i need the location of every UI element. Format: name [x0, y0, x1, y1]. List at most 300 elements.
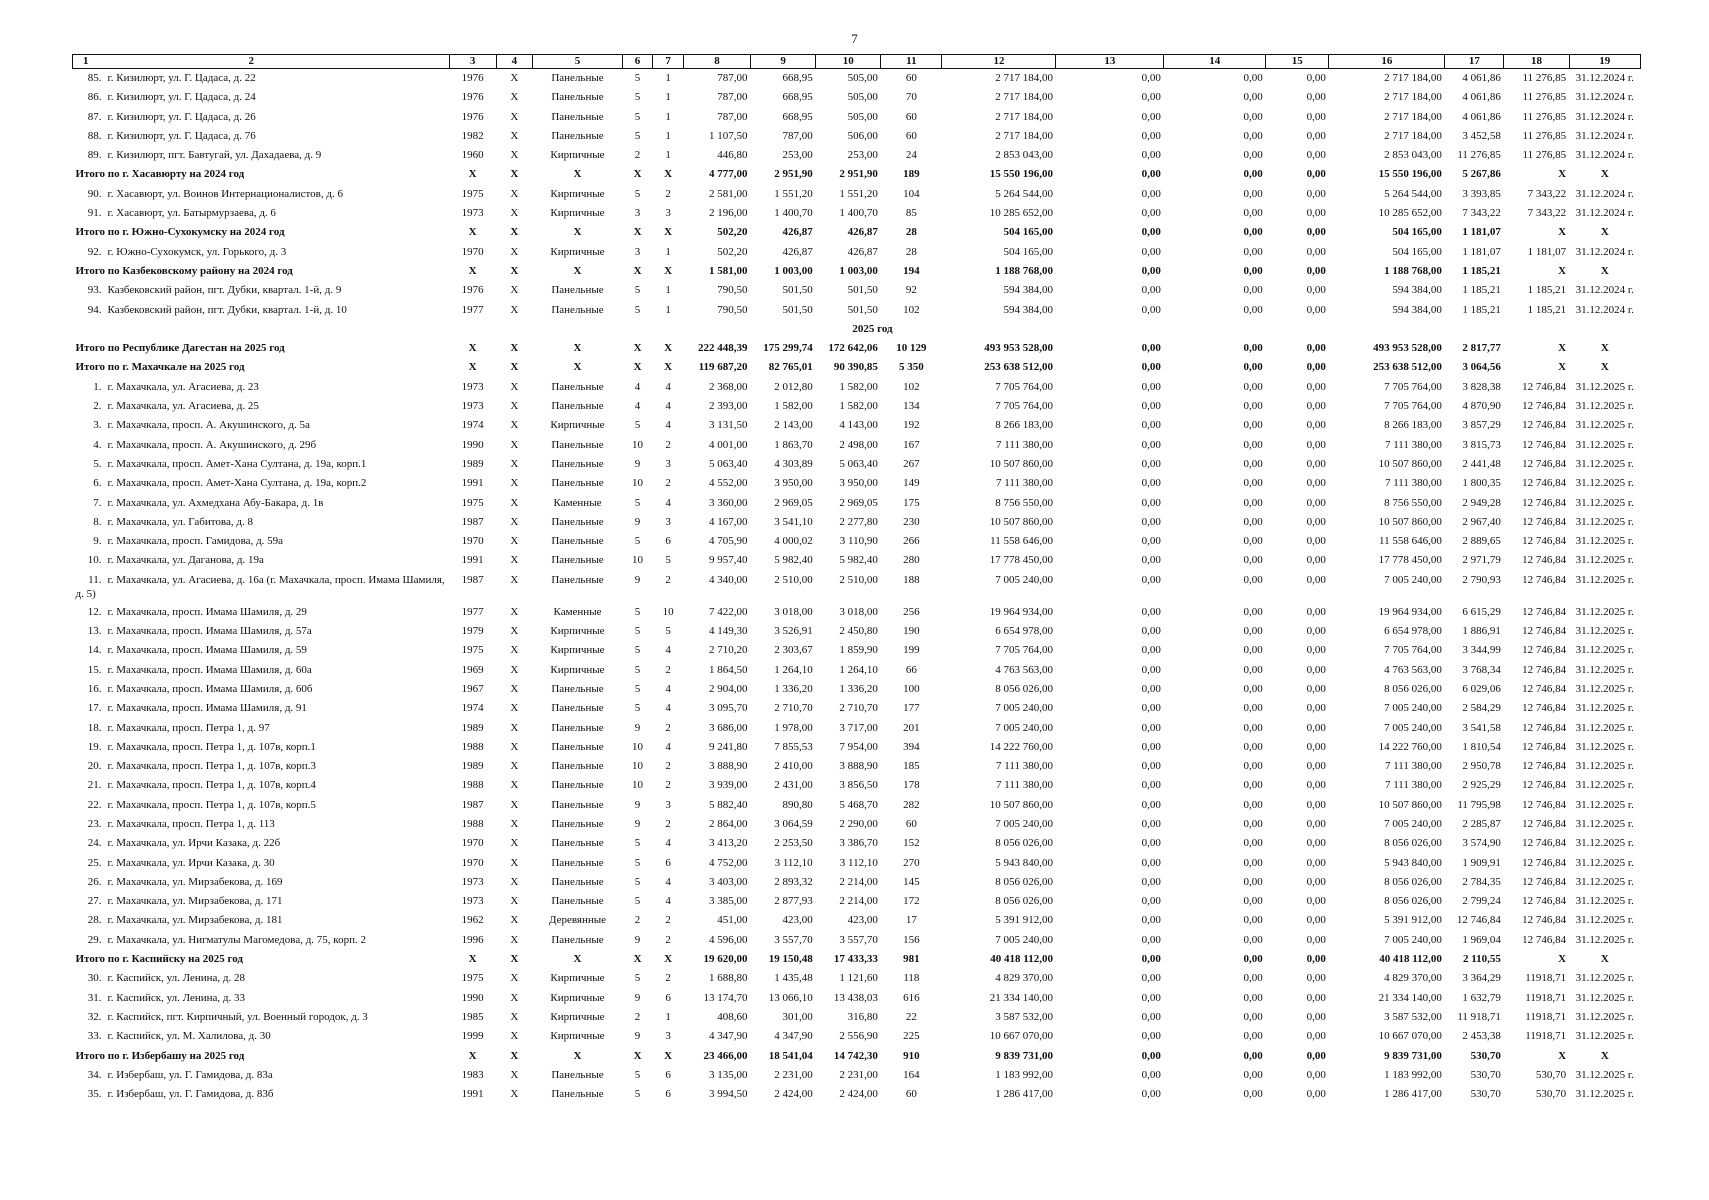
table-cell: 790,50: [717, 303, 748, 316]
table-cell: 7 422,00: [709, 605, 748, 618]
address-cell: [73, 127, 450, 146]
row-number: 24.: [87, 837, 102, 850]
address-text: г. Махачкала, ул. Габитова, д. 8: [107, 515, 253, 528]
address-text: г. Махачкала, просп. А. Акушинского, д. 5а: [107, 419, 310, 432]
table-row: [73, 854, 1641, 873]
year-divider-row: [73, 320, 1641, 339]
table-cell: Панельные: [551, 856, 604, 869]
table-cell: 4 167,00: [709, 515, 748, 528]
table-cell: 2 441,48: [1462, 457, 1501, 470]
table-cell: 9: [634, 798, 641, 811]
table-cell: 60: [905, 72, 917, 84]
table-cell: 267: [903, 457, 920, 470]
table-cell: 0,00: [1306, 991, 1326, 1004]
row-number: 31.: [87, 991, 102, 1004]
table-cell: 12 746,84: [1522, 663, 1567, 676]
table-cell: 0,00: [1243, 644, 1263, 657]
address-cell: [73, 603, 450, 622]
table-cell: Х: [510, 226, 519, 239]
table-cell: 0,00: [1243, 535, 1263, 548]
table-row: [73, 69, 1641, 89]
table-cell: 1975: [461, 496, 484, 509]
table-cell: 2 969,05: [774, 496, 813, 509]
table-cell: Х: [664, 168, 673, 181]
address-cell: [73, 513, 450, 532]
table-cell: 7 005 240,00: [995, 817, 1053, 830]
table-cell: 0,00: [1141, 663, 1161, 676]
table-cell: 504 165,00: [1003, 226, 1053, 239]
address-cell: [73, 699, 450, 718]
table-cell: 394: [903, 740, 920, 753]
table-cell: 149: [903, 477, 920, 490]
table-cell: 31.12.2025 г.: [1575, 535, 1634, 548]
address-cell: [73, 873, 450, 892]
table-row: [73, 494, 1641, 513]
table-cell: 6: [665, 856, 671, 869]
table-cell: 0,00: [1141, 1030, 1161, 1043]
table-cell: 0,00: [1243, 168, 1263, 181]
table-cell: Х: [1600, 1049, 1609, 1062]
table-cell: Х: [573, 953, 582, 966]
table-cell: 0,00: [1243, 573, 1263, 586]
table-cell: 9 839 731,00: [995, 1049, 1053, 1062]
table-cell: 1 800,35: [1462, 477, 1501, 490]
table-cell: 3 768,34: [1462, 663, 1501, 676]
table-cell: 0,00: [1306, 895, 1326, 908]
table-cell: 0,00: [1141, 817, 1161, 830]
table-cell: Х: [510, 933, 519, 946]
table-cell: 3 064,59: [774, 817, 813, 830]
address-cell: [73, 436, 450, 455]
table-cell: Каменные: [553, 605, 602, 618]
table-cell: 0,00: [1243, 895, 1263, 908]
table-cell: 4: [665, 682, 671, 695]
table-cell: Х: [1558, 168, 1567, 181]
table-cell: 2 817,77: [1462, 342, 1501, 355]
table-cell: 5 264 544,00: [1384, 187, 1442, 200]
table-cell: Х: [510, 91, 519, 104]
table-cell: 446,80: [717, 149, 748, 162]
table-cell: 0,00: [1243, 1030, 1263, 1043]
table-row: [73, 88, 1641, 107]
table-cell: 0,00: [1141, 361, 1161, 374]
table-cell: Х: [468, 1049, 477, 1062]
subtotal-row: [73, 358, 1641, 377]
address-cell: [73, 719, 450, 738]
table-cell: 2 893,32: [774, 875, 813, 888]
table-cell: 177: [903, 702, 920, 715]
table-cell: 1973: [461, 895, 484, 908]
address-cell: [73, 776, 450, 795]
table-cell: 2: [665, 663, 671, 676]
table-cell: 7 705 764,00: [995, 644, 1053, 657]
table-cell: 12 746,84: [1522, 779, 1567, 792]
table-cell: 0,00: [1243, 515, 1263, 528]
table-cell: 408,60: [717, 1010, 748, 1023]
address-cell: [73, 950, 450, 969]
address-cell: [73, 641, 450, 660]
table-cell: 31.12.2025 г.: [1575, 991, 1634, 1004]
table-cell: 10 285 652,00: [989, 207, 1053, 220]
table-cell: 11 276,85: [1522, 91, 1567, 104]
table-row: [73, 301, 1641, 320]
table-cell: 4 763 563,00: [995, 663, 1053, 676]
table-cell: 60: [905, 1088, 917, 1101]
table-cell: 31.12.2025 г.: [1575, 760, 1634, 773]
table-cell: 3: [665, 798, 671, 811]
table-cell: 1 185,21: [1462, 303, 1501, 316]
table-cell: Кирпичные: [550, 419, 605, 432]
table-cell: 12 746,84: [1522, 438, 1567, 451]
table-cell: 0,00: [1243, 817, 1263, 830]
table-cell: 4 870,90: [1462, 400, 1501, 413]
table-cell: 12 746,84: [1522, 856, 1567, 869]
table-cell: 4 777,00: [709, 168, 748, 181]
table-cell: 0,00: [1243, 1088, 1263, 1101]
row-number: 21.: [87, 779, 102, 792]
table-cell: 1 810,54: [1462, 740, 1501, 753]
table-cell: 0,00: [1243, 400, 1263, 413]
address-cell: [73, 88, 450, 107]
table-cell: 280: [903, 554, 920, 567]
table-cell: 787,00: [782, 129, 813, 142]
table-cell: Панельные: [551, 284, 604, 297]
table-cell: 31.12.2025 г.: [1575, 914, 1634, 927]
table-cell: Х: [1600, 168, 1609, 181]
address-text: г. Махачкала, просп. Петра 1, д. 107в, корп.3: [107, 760, 316, 773]
table-cell: 0,00: [1243, 554, 1263, 567]
table-cell: Х: [510, 856, 519, 869]
table-cell: 1 264,10: [839, 663, 878, 676]
table-cell: 2 717 184,00: [1384, 91, 1442, 104]
table-row: [73, 108, 1641, 127]
address-text: г. Махачкала, просп. Петра 1, д. 107в, корп.4: [107, 779, 316, 792]
table-cell: 253,00: [782, 149, 813, 162]
table-cell: 31.12.2025 г.: [1575, 817, 1634, 830]
table-cell: Х: [1558, 342, 1567, 355]
address-text: г. Махачкала, ул. Ахмедхана Абу-Бакара, д. 1в: [107, 496, 324, 509]
table-cell: Каменные: [553, 496, 602, 509]
row-number: 8.: [93, 515, 102, 528]
table-cell: 0,00: [1141, 477, 1161, 490]
table-cell: 1 336,20: [839, 682, 878, 695]
table-cell: 5: [634, 284, 641, 297]
table-cell: 31.12.2025 г.: [1575, 625, 1634, 638]
table-cell: 7 705 764,00: [995, 400, 1053, 413]
table-cell: Х: [510, 972, 519, 985]
table-cell: 1 185,21: [1462, 284, 1501, 297]
table-cell: 31.12.2025 г.: [1575, 380, 1634, 393]
table-cell: Х: [510, 817, 519, 830]
table-cell: 0,00: [1243, 149, 1263, 162]
table-cell: 82 765,01: [768, 361, 813, 374]
table-cell: 15 550 196,00: [1378, 168, 1442, 181]
table-cell: 4 752,00: [709, 856, 748, 869]
table-cell: 1 400,70: [774, 207, 813, 220]
table-cell: 530,70: [1470, 1049, 1501, 1062]
table-cell: 5: [634, 663, 641, 676]
table-cell: Кирпичные: [550, 991, 605, 1004]
table-cell: 423,00: [847, 914, 878, 927]
table-cell: 17 778 450,00: [989, 554, 1053, 567]
address-cell: [73, 969, 450, 988]
table-cell: 0,00: [1306, 625, 1326, 638]
table-cell: 787,00: [717, 72, 748, 84]
table-cell: 3 135,00: [709, 1068, 748, 1081]
table-cell: 31.12.2025 г.: [1575, 1088, 1634, 1101]
table-cell: 501,50: [847, 284, 878, 297]
table-cell: 3: [634, 245, 641, 258]
table-cell: 1 909,91: [1462, 856, 1501, 869]
table-cell: 4 829 370,00: [1384, 972, 1442, 985]
table-row: [73, 622, 1641, 641]
table-cell: 11918,71: [1525, 1010, 1567, 1023]
table-cell: 0,00: [1306, 419, 1326, 432]
table-cell: 152: [903, 837, 920, 850]
table-cell: 11918,71: [1525, 972, 1567, 985]
table-cell: 5: [665, 554, 671, 567]
table-cell: 1991: [461, 1088, 484, 1101]
table-cell: 3 557,70: [774, 933, 813, 946]
table-cell: 31.12.2025 г.: [1575, 554, 1634, 567]
table-cell: 2 253,50: [774, 837, 813, 850]
table-cell: 2 196,00: [709, 207, 748, 220]
table-cell: 7 005 240,00: [995, 721, 1053, 734]
table-cell: 1974: [461, 702, 484, 715]
address-cell: [73, 931, 450, 950]
table-cell: 4: [634, 380, 641, 393]
table-cell: 5: [634, 91, 641, 104]
table-cell: 2 424,00: [839, 1088, 878, 1101]
table-cell: 1990: [461, 991, 484, 1004]
table-cell: Х: [633, 226, 642, 239]
table-cell: 1 264,10: [774, 663, 813, 676]
table-cell: 668,95: [782, 72, 813, 84]
table-cell: 0,00: [1141, 895, 1161, 908]
table-row: [73, 911, 1641, 930]
table-cell: 2 710,70: [839, 702, 878, 715]
table-row: [73, 969, 1641, 988]
table-cell: Панельные: [551, 682, 604, 695]
table-cell: 3 950,00: [839, 477, 878, 490]
table-cell: Х: [510, 644, 519, 657]
table-cell: 12 746,84: [1522, 496, 1567, 509]
table-cell: 192: [903, 419, 920, 432]
table-cell: Х: [633, 264, 642, 277]
table-cell: 1970: [461, 837, 484, 850]
table-cell: 594 384,00: [1003, 303, 1053, 316]
table-cell: 9 241,80: [709, 740, 748, 753]
table-cell: 5: [634, 303, 641, 316]
table-cell: 5: [634, 110, 641, 123]
col-header: 13: [1056, 55, 1164, 69]
address-text: г. Махачкала, просп. Петра 1, д. 97: [107, 721, 270, 734]
table-cell: 5: [634, 419, 641, 432]
table-cell: 119 687,20: [698, 361, 748, 374]
table-cell: Панельные: [551, 477, 604, 490]
address-cell: [73, 474, 450, 493]
table-row: [73, 873, 1641, 892]
table-cell: 0,00: [1306, 129, 1326, 142]
table-cell: 426,87: [847, 245, 878, 258]
table-cell: 10 507 860,00: [1378, 457, 1442, 470]
address-text: г. Махачкала, ул. Агасиева, д. 16а (г. Махачкала, просп. Имама Шамиля, д. 5): [75, 573, 445, 600]
subtotal-row: [73, 223, 1641, 242]
table-cell: 7 705 764,00: [1384, 644, 1442, 657]
table-cell: Панельные: [551, 933, 604, 946]
table-cell: Х: [510, 1010, 519, 1023]
table-cell: 3 541,10: [774, 515, 813, 528]
table-cell: 1 286 417,00: [995, 1088, 1053, 1101]
table-cell: 10: [632, 554, 644, 567]
table-cell: Х: [510, 837, 519, 850]
table-cell: 167: [903, 438, 920, 451]
table-cell: 1976: [461, 284, 484, 297]
address-cell: [73, 551, 450, 570]
table-cell: 15 550 196,00: [989, 168, 1053, 181]
table-cell: 7 111 380,00: [1384, 779, 1442, 792]
table-cell: 4: [665, 895, 671, 908]
table-cell: 2 368,00: [709, 380, 748, 393]
table-cell: 0,00: [1306, 1010, 1326, 1023]
table-cell: 530,70: [1470, 1088, 1501, 1101]
table-cell: Панельные: [551, 515, 604, 528]
table-cell: 253 638 512,00: [984, 361, 1053, 374]
table-cell: 7 705 764,00: [1384, 380, 1442, 393]
table-cell: 0,00: [1243, 438, 1263, 451]
table-cell: 7 111 380,00: [996, 760, 1053, 773]
table-cell: 0,00: [1141, 953, 1161, 966]
table-cell: 6: [665, 1068, 671, 1081]
table-cell: 4: [665, 740, 671, 753]
table-cell: Х: [510, 264, 519, 277]
table-cell: 1988: [461, 817, 484, 830]
table-cell: 0,00: [1141, 1088, 1161, 1101]
table-cell: 0,00: [1306, 342, 1326, 355]
table-cell: 1 582,00: [774, 400, 813, 413]
table-cell: 0,00: [1306, 496, 1326, 509]
table-cell: 2 110,55: [1463, 953, 1501, 966]
table-cell: 7 005 240,00: [995, 573, 1053, 586]
table-cell: 9: [634, 817, 641, 830]
table-cell: Х: [633, 953, 642, 966]
subtotal-row: [73, 339, 1641, 358]
table-cell: Х: [573, 342, 582, 355]
table-cell: 0,00: [1243, 663, 1263, 676]
row-number: 14.: [87, 644, 102, 657]
table-cell: 19 150,48: [768, 953, 813, 966]
table-row: [73, 532, 1641, 551]
col-header: 9: [751, 55, 816, 69]
table-cell: 18 541,04: [768, 1049, 813, 1062]
table-cell: Панельные: [551, 1088, 604, 1101]
table-cell: 12 746,84: [1522, 400, 1567, 413]
address-cell: [73, 834, 450, 853]
address-cell: [73, 494, 450, 513]
table-cell: 1987: [461, 573, 484, 586]
address-cell: [73, 738, 450, 757]
table-cell: 145: [903, 875, 920, 888]
table-cell: 2 951,90: [774, 168, 813, 181]
table-cell: 60: [905, 110, 917, 123]
table-row: [73, 185, 1641, 204]
table-cell: 3 950,00: [774, 477, 813, 490]
table-cell: 4 763 563,00: [1384, 663, 1442, 676]
table-cell: 0,00: [1243, 110, 1263, 123]
table-cell: 5: [634, 496, 641, 509]
table-cell: 0,00: [1141, 1068, 1161, 1081]
table-cell: 3: [665, 457, 671, 470]
table-cell: 502,20: [717, 245, 748, 258]
table-cell: 9: [634, 457, 641, 470]
col-header: 18: [1504, 55, 1569, 69]
table-cell: 1 185,21: [1527, 303, 1567, 316]
table-cell: 1991: [461, 477, 484, 490]
table-cell: Кирпичные: [550, 1030, 605, 1043]
table-cell: 12 746,84: [1522, 625, 1567, 638]
table-cell: Кирпичные: [550, 972, 605, 985]
subtotal-row: [73, 165, 1641, 184]
table-cell: 9 957,40: [709, 554, 748, 567]
table-cell: 3 828,38: [1462, 380, 1501, 393]
table-cell: Х: [510, 625, 519, 638]
table-cell: 5 391 912,00: [995, 914, 1053, 927]
table-cell: 12 746,84: [1522, 798, 1567, 811]
table-cell: 253,00: [847, 149, 878, 162]
row-number: 35.: [87, 1088, 102, 1101]
table-cell: 4 061,86: [1462, 72, 1501, 84]
table-cell: 1970: [461, 535, 484, 548]
table-cell: 2: [665, 779, 671, 792]
table-cell: 253 638 512,00: [1373, 361, 1442, 374]
table-cell: 3 064,56: [1462, 361, 1501, 374]
table-cell: 2 285,87: [1462, 817, 1501, 830]
table-cell: 31.12.2025 г.: [1575, 702, 1634, 715]
table-cell: 1: [665, 91, 671, 104]
table-cell: 4 347,90: [774, 1030, 813, 1043]
table-cell: Панельные: [551, 535, 604, 548]
table-cell: Х: [510, 875, 519, 888]
table-cell: 1 864,50: [709, 663, 748, 676]
table-cell: Х: [633, 342, 642, 355]
address-text: г. Каспийск, ул. Ленина, д. 28: [107, 972, 246, 985]
table-cell: Панельные: [551, 303, 604, 316]
table-cell: 11 558 646,00: [1379, 535, 1442, 548]
table-cell: 6 654 978,00: [1384, 625, 1442, 638]
table-cell: Х: [510, 361, 519, 374]
table-cell: 0,00: [1141, 110, 1161, 123]
table-cell: 0,00: [1306, 721, 1326, 734]
housing-repair-table: [72, 54, 1641, 1104]
table-cell: 2: [634, 914, 641, 927]
table-cell: Х: [510, 914, 519, 927]
table-cell: 185: [903, 760, 920, 773]
col-header: 4: [496, 55, 533, 69]
table-cell: 0,00: [1306, 1068, 1326, 1081]
address-cell: [73, 223, 450, 242]
table-cell: 0,00: [1141, 798, 1161, 811]
table-cell: 0,00: [1243, 419, 1263, 432]
table-cell: 1: [665, 284, 671, 297]
table-cell: 2 393,00: [709, 400, 748, 413]
table-row: [73, 378, 1641, 397]
table-cell: 10: [662, 605, 674, 618]
table-cell: 9 839 731,00: [1384, 1049, 1442, 1062]
table-cell: 0,00: [1306, 72, 1326, 84]
table-cell: Х: [468, 168, 477, 181]
row-number: 2.: [93, 400, 102, 413]
table-cell: 0,00: [1141, 535, 1161, 548]
